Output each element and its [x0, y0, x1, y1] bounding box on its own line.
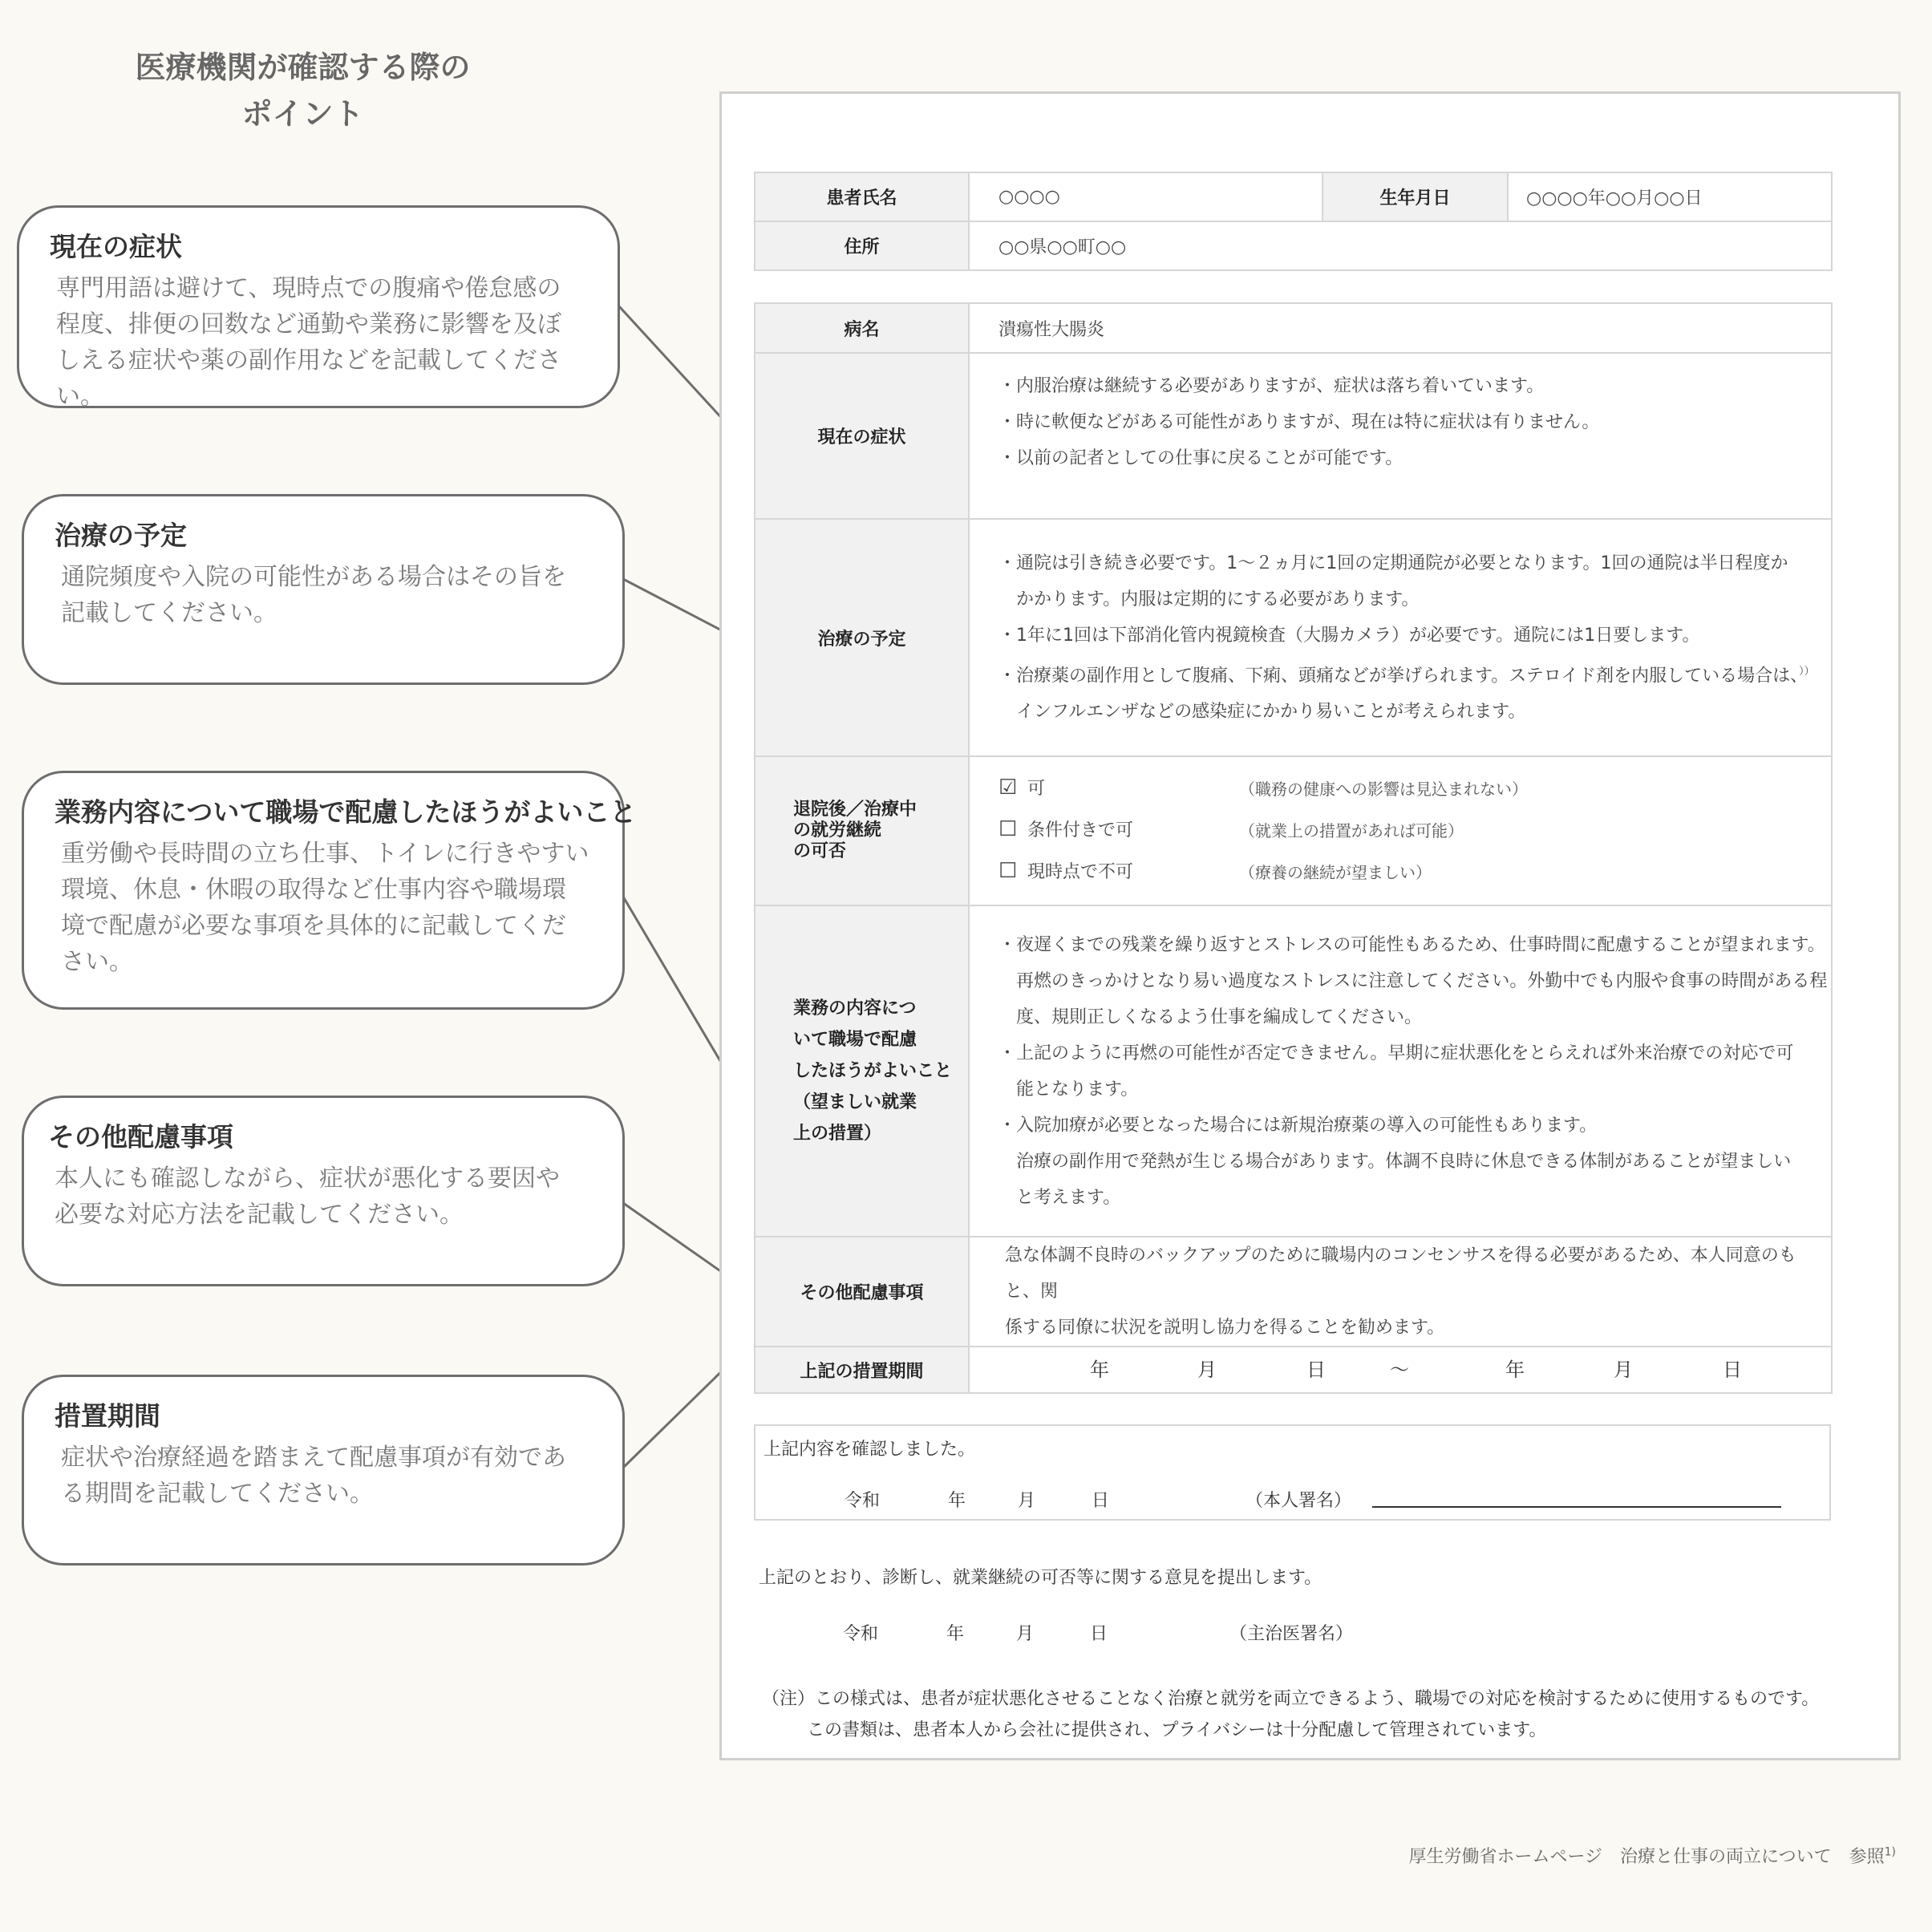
callout-heading: その他配慮事項 [48, 1121, 233, 1152]
patient-signature-line[interactable] [1372, 1506, 1781, 1508]
treatment-line: ・通院は引き続き必要です。1～２ヵ月に1回の定期通院が必要となります。1回の通院は半日程度か [998, 553, 1788, 573]
period-day: 日 [1306, 1359, 1326, 1381]
treatment-line: ・1年に1回は下部消化管内視鏡検査（大腸カメラ）が必要です。通院には1日要します。 [998, 625, 1700, 646]
work-line: 治療の副作用で発熱が生じる場合があります。体調不良時に休息できる体制があることが望ましい [1016, 1151, 1792, 1172]
option-row [998, 852, 1831, 893]
medical-opinion-table [754, 302, 1833, 1394]
treatment-content [969, 519, 1832, 756]
confirm-text: 上記内容を確認しました。 [763, 1440, 976, 1460]
callout-heading: 措置期間 [55, 1400, 160, 1432]
submit-era: 令和 [843, 1624, 879, 1644]
work-label: 業務の内容につ いて職場で配慮 したほうがよいこと （望ましい就業 上の措置） [755, 905, 969, 1237]
note-line-2: この書類は、患者本人から会社に提供され、プライバシーは十分配慮して管理されています。 [807, 1720, 1547, 1740]
period-year: 年 [1090, 1359, 1109, 1381]
callout-text: 専門用語は避けて、現時点での腹痛や倦怠感の 程度、排便の回数など通勤や業務に影響を及ぼ しえる症状や薬の副作用などを記載してください。 [56, 274, 561, 411]
callout-text: 通院頻度や入院の可能性がある場合はその旨を 記載してください。 [61, 563, 566, 627]
opinion-form-document [719, 91, 1901, 1760]
callout-other [22, 1096, 625, 1286]
work-line: 再燃のきっかけとなり易い過度なストレスに注意してください。外勤中でも内服や食事の時間がある程 [1016, 970, 1828, 991]
callout-treatment [22, 494, 625, 685]
connector-symptoms [619, 306, 735, 433]
option-label: 条件付きで可 [1027, 820, 1134, 840]
symptoms-line: ・内服治療は継続する必要がありますが、症状は落ち着いています。 [998, 376, 1545, 396]
work-content [969, 905, 1832, 1237]
checkbox-unchecked[interactable]: ☐ [998, 859, 1018, 883]
disease-value: 潰瘍性大腸炎 [969, 303, 1832, 353]
option-label: 可 [1027, 779, 1046, 799]
symptoms-content [969, 353, 1832, 519]
period-month: 月 [1197, 1359, 1217, 1381]
other-line: 急な体調不良時のバックアップのために職場内のコンセンサスを得る必要があるため、本人同意のもと、関 [1005, 1245, 1796, 1302]
period-tilde: ～ [1390, 1359, 1409, 1381]
submit-text: 上記のとおり、診断し、就業継続の可否等に関する意見を提出します。 [759, 1568, 1322, 1588]
confirm-era: 令和 [844, 1491, 881, 1511]
symptoms-line: ・時に軟便などがある可能性がありますが、現在は特に症状は有りません。 [998, 412, 1600, 432]
callout-heading: 現在の症状 [50, 231, 182, 262]
callout-text: 重労働や長時間の立ち仕事、トイレに行きやすい 環境、休息・休暇の取得など仕事内容や職場環 境で配慮が必要な事項を具体的に記載してくだ さい。 [61, 840, 589, 976]
confirm-year: 年 [948, 1491, 966, 1511]
other-line: 係する同僚に状況を説明し協力を得ることを勧めます。 [1005, 1318, 1445, 1338]
confirm-day: 日 [1092, 1491, 1110, 1511]
period-month: 月 [1614, 1359, 1633, 1381]
footer-text: 厚生労働省ホームページ 治療と仕事の両立について 参照 [1408, 1847, 1885, 1867]
treatment-line: ・治療薬の副作用として腹痛、下痢、頭痛などが挙げられます。ステロイド剤を内服している場合は、）） [998, 665, 1815, 687]
submit-month: 月 [1016, 1624, 1035, 1644]
footer-superscript: 1) [1884, 1845, 1896, 1859]
other-label: その他配慮事項 [755, 1237, 969, 1347]
period-day: 日 [1723, 1359, 1742, 1381]
disease-label: 病名 [755, 303, 969, 353]
dob-value: ○○○○年○○月○○日 [1508, 172, 1832, 221]
patient-signature-label: （本人署名） [1245, 1491, 1352, 1511]
page-title-line2: ポイント [241, 96, 364, 132]
submit-year: 年 [946, 1624, 965, 1644]
patient-confirmation-box [754, 1424, 1831, 1521]
checkbox-checked[interactable]: ☑ [998, 776, 1018, 800]
connector-treatment [623, 579, 735, 638]
work-line: ・上記のように再燃の可能性が否定できません。早期に症状悪化をとらえれば外来治療での対応で可 [998, 1043, 1794, 1063]
page-title-line1: 医療機関が確認する際の [135, 50, 471, 85]
callout-text: 本人にも確認しながら、症状が悪化する要因や 必要な対応方法を記載してください。 [55, 1164, 560, 1229]
option-row [998, 810, 1831, 852]
connector-work [623, 897, 735, 1087]
period-content [969, 1347, 1832, 1393]
patient-name-value: ○○○○ [969, 172, 1322, 221]
work-line: 能となります。 [1016, 1079, 1139, 1100]
symptoms-label: 現在の症状 [755, 353, 969, 519]
doctor-signature-label: （主治医署名） [1229, 1624, 1354, 1644]
connector-period [623, 1358, 735, 1468]
callout-work [22, 771, 637, 1010]
patient-name-label: 患者氏名 [755, 172, 969, 221]
option-label: 現時点で不可 [1027, 862, 1134, 882]
work-line: ・夜遅くまでの残業を繰り返すとストレスの可能性もあるため、仕事時間に配慮することが望まれます。 [998, 934, 1825, 955]
treatment-label: 治療の予定 [755, 519, 969, 756]
confirm-month: 月 [1018, 1491, 1036, 1511]
continuation-label: 退院後／治療中 の就労継続 の可否 [755, 756, 969, 905]
period-year: 年 [1505, 1359, 1525, 1381]
option-note: （就業上の措置があれば可能） [1239, 821, 1464, 840]
callout-period [22, 1375, 625, 1565]
work-line: 度、規則正しくなるよう仕事を編成してください。 [1016, 1007, 1423, 1027]
continuation-options [969, 756, 1832, 905]
submit-day: 日 [1090, 1624, 1108, 1644]
work-line: と考えます。 [1016, 1187, 1121, 1208]
dob-label: 生年月日 [1322, 172, 1508, 221]
connector-other [623, 1203, 735, 1282]
treatment-line: かかります。内服は定期的にする必要があります。 [1016, 589, 1420, 610]
work-line: ・入院加療が必要となった場合には新規治療薬の導入の可能性もあります。 [998, 1115, 1598, 1136]
callout-heading: 治療の予定 [55, 520, 187, 551]
other-content [969, 1237, 1832, 1347]
option-row [998, 768, 1831, 810]
period-label: 上記の措置期間 [755, 1347, 969, 1393]
callout-text: 症状や治療経過を踏まえて配慮事項が有効であ る期間を記載してください。 [61, 1444, 566, 1508]
option-note: （職務の健康への影響は見込まれない） [1239, 780, 1528, 799]
checkbox-unchecked[interactable]: ☐ [998, 817, 1018, 841]
callout-symptoms [17, 205, 620, 411]
patient-info-table [754, 172, 1833, 271]
source-footer [1409, 1843, 1897, 1868]
note-line-1: （注）この様式は、患者が症状悪化させることなく治療と就労を両立できるよう、職場での対応を検討するために使用するものです。 [762, 1689, 1820, 1709]
treatment-line: インフルエンザなどの感染症にかかり易いことが考えられます。 [1016, 702, 1526, 723]
symptoms-line: ・以前の記者としての仕事に戻ることが可能です。 [998, 448, 1403, 468]
address-label: 住所 [755, 221, 969, 270]
option-note: （療養の継続が望ましい） [1239, 863, 1432, 882]
callout-heading: 業務内容について職場で配慮したほうがよいこと [55, 796, 637, 828]
address-value: ○○県○○町○○ [969, 221, 1832, 270]
